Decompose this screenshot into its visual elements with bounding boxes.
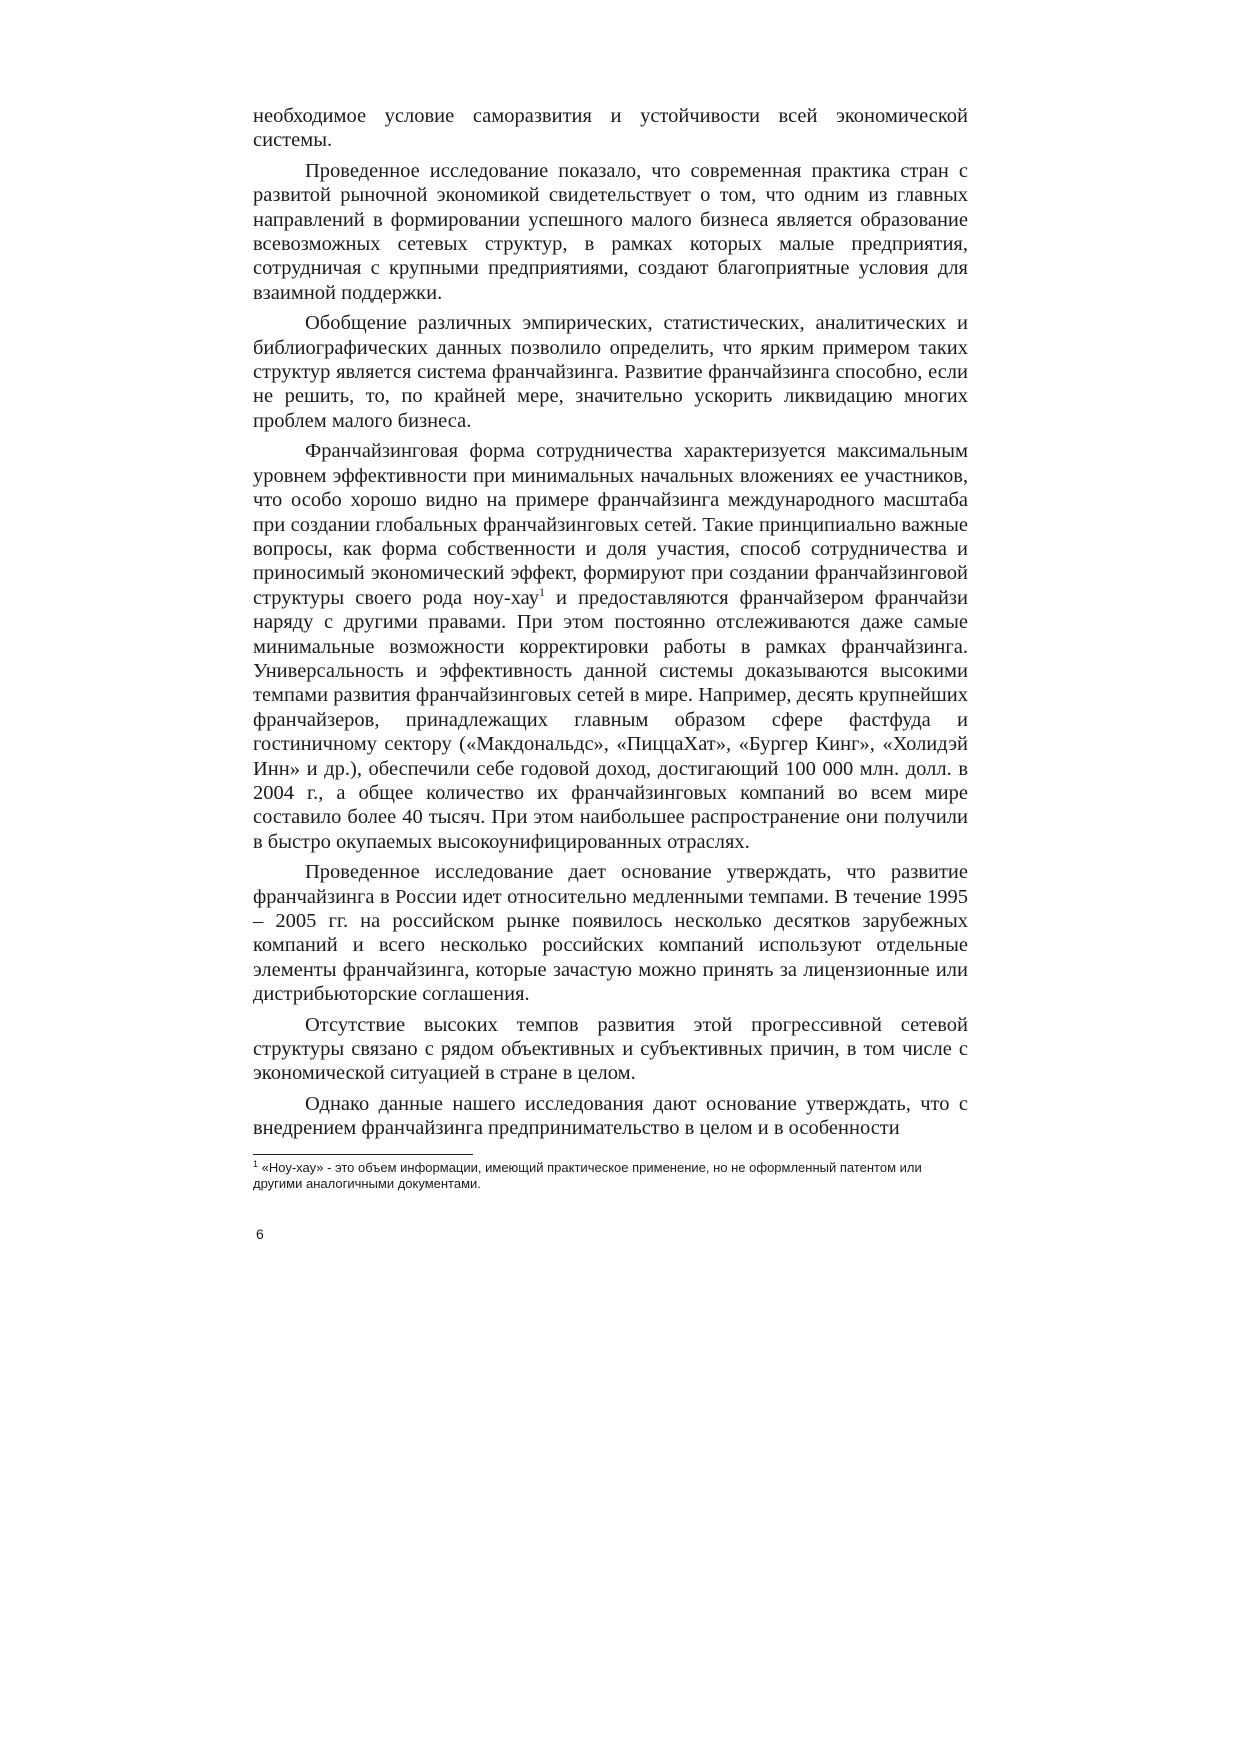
paragraph-conclusion-start: Однако данные нашего исследования дают основание утверждать, что с внедрением франчайзинга предпринимательство в целом и в особенности	[253, 1092, 968, 1140]
footnote-divider	[253, 1154, 473, 1155]
paragraph-franchising-form-part2: и предоставляются франчайзером франчайзи наряду с другими правами. При этом постоянно отслеживаются даже самые минимальные возможности корректировки работы в рамках франчайзинга. Универсальность и эффективность данной системы доказываются высокими темпами развития франчайзинговых сетей в мире. Например, десять крупнейших франчайзеров, принадлежащих главным образом сфере фастфуда и гостиничному сектору («Макдональдс», «ПиццаХат», «Бургер Кинг», «Холидэй Инн» и др.), обеспечили себе годовой доход, достигающий 100 000 млн. долл. в 2004 г., а общее количество их франчайзинговых компаний во всем мире составило более 40 тысяч. При этом наибольшее распространение они получили в быстро окупаемых высокоунифицированных отраслях.	[253, 586, 968, 853]
footnote-reference[interactable]: 1	[538, 584, 545, 599]
paragraph-research-findings: Проведенное исследование показало, что современная практика стран с развитой рыночной экономикой свидетельствует о том, что одним из главных направлений в формировании успешного малого бизнеса является образование всевозможных сетевых структур, в рамках которых малые предприятия, сотрудничая с крупными предприятиями, создают благоприятные условия для взаимной поддержки.	[253, 159, 968, 304]
paragraph-russia-development: Проведенное исследование дает основание утверждать, что развитие франчайзинга в России идет относительно медленными темпами. В течение 1995 – 2005 гг. на российском рынке появилось несколько десятков зарубежных компаний и всего несколько российских компаний используют отдельные элементы франчайзинга, которые зачастую можно принять за лицензионные или дистрибьюторские соглашения.	[253, 861, 968, 1006]
page-number: 6	[256, 1226, 264, 1242]
paragraph-continuation: необходимое условие саморазвития и устойчивости всей экономической системы.	[253, 105, 968, 152]
footnote-marker: 1	[253, 1159, 259, 1169]
paragraph-franchising-form-part1: Франчайзинговая форма сотрудничества характеризуется максимальным уровнем эффективности при минимальных начальных вложениях ее участников, что особо хорошо видно на примере франчайзинга международного масштаба при создании глобальных франчайзинговых сетей. Такие принципиально важные вопросы, как форма собственности и доля участия, способ сотрудничества и приносимый экономический эффект, формируют при создании франчайзинговой структуры своего рода ноу-хау	[253, 440, 968, 609]
paragraph-franchising-example: Обобщение различных эмпирических, статистических, аналитических и библиографических данных позволило определить, что ярким примером таких структур является система франчайзинга. Развитие франчайзинга способно, если не решить, то, по крайней мере, значительно ускорить ликвидацию многих проблем малого бизнеса.	[253, 312, 968, 432]
footnote-text: «Ноу-хау» - это объем информации, имеющий практическое применение, но не оформленный патентом или другими аналогичными документами.	[253, 1160, 922, 1191]
body-text	[253, 104, 968, 1147]
paragraph-franchising-form	[253, 439, 968, 854]
paragraph-slow-growth-reasons: Отсутствие высоких темпов развития этой прогрессивной сетевой структуры связано с рядом объективных и субъективных причин, в том числе с экономической ситуацией в стране в целом.	[253, 1013, 968, 1085]
footnote	[253, 1160, 968, 1192]
